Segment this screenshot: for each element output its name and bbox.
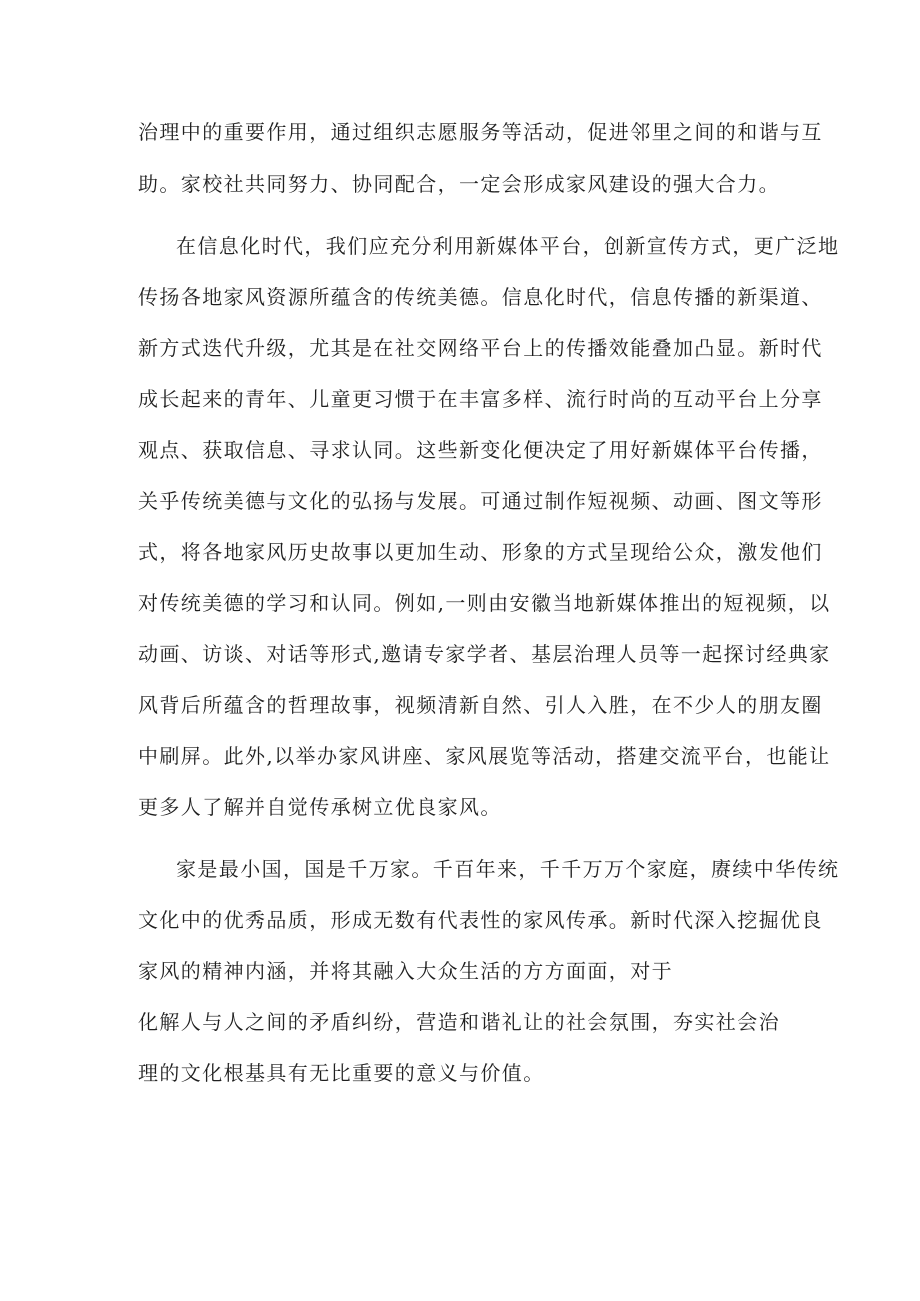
paragraph-2-line-6: 关乎传统美德与文化的弘扬与发展。可通过制作短视频、动画、图文等形 — [138, 489, 823, 513]
paragraph-3-line-1: 家是最小国，国是千万家。千百年来，千千万万个家庭，赓续中华传统 — [176, 857, 840, 881]
paragraph-2-line-3: 新方式迭代升级，尤其是在社交网络平台上的传播效能叠加凸显。新时代 — [138, 336, 823, 360]
paragraph-2-line-5: 观点、获取信息、寻求认同。这些新变化便决定了用好新媒体平台传播， — [138, 438, 823, 462]
paragraph-3-line-5: 理的文化根基具有无比重要的意义与价值。 — [138, 1061, 545, 1085]
paragraph-2-line-2: 传扬各地家风资源所蕴含的传统美德。信息化时代，信息传播的新渠道、 — [138, 285, 823, 309]
paragraph-2-line-11: 中刷屏。此外,以举办家风讲座、家风展览等活动，搭建交流平台，也能让 — [138, 744, 831, 768]
paragraph-2-line-8: 对传统美德的学习和认同。例如,一则由安徽当地新媒体推出的短视频，以 — [138, 591, 831, 615]
paragraph-1-line-2: 助。家校社共同努力、协同配合，一定会形成家风建设的强大合力。 — [138, 172, 780, 196]
paragraph-2-line-1: 在信息化时代，我们应充分利用新媒体平台，创新宣传方式，更广泛地 — [176, 234, 840, 258]
paragraph-2-line-9: 动画、访谈、对话等形式,邀请专家学者、基层治理人员等一起探讨经典家 — [138, 642, 831, 666]
paragraph-3-line-4: 化解人与人之间的矛盾纠纷，营造和谐礼让的社会氛围，夯实社会治 — [138, 1010, 780, 1034]
paragraph-2-line-4: 成长起来的青年、儿童更习惯于在丰富多样、流行时尚的互动平台上分享 — [138, 387, 823, 411]
paragraph-2-line-7: 式，将各地家风历史故事以更加生动、形象的方式呈现给公众，激发他们 — [138, 540, 823, 564]
paragraph-2-line-10: 风背后所蕴含的哲理故事，视频清新自然、引人入胜，在不少人的朋友圈 — [138, 693, 823, 717]
paragraph-3-line-2: 文化中的优秀品质，形成无数有代表性的家风传承。新时代深入挖掘优良 — [138, 908, 823, 932]
paragraph-3-line-3: 家风的精神内涵，并将其融入大众生活的方方面面，对于 — [138, 959, 673, 983]
paragraph-2-line-12: 更多人了解并自觉传承树立优良家风。 — [138, 795, 502, 819]
paragraph-1-line-1: 治理中的重要作用，通过组织志愿服务等活动，促进邻里之间的和谐与互 — [138, 120, 823, 144]
